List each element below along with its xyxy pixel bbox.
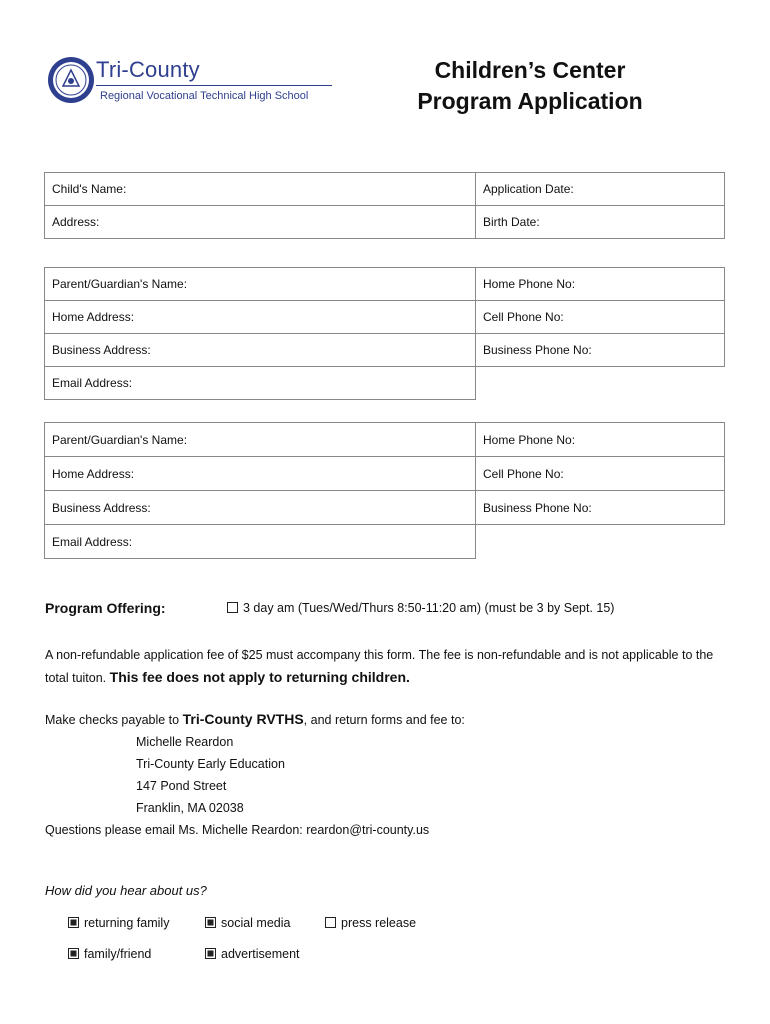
- guardian-2-business-phone-field[interactable]: Business Phone No:: [476, 491, 725, 525]
- address-line: Michelle Reardon: [136, 735, 234, 749]
- guardian-1-business-address-field[interactable]: Business Address:: [45, 334, 476, 367]
- option-label: advertisement: [221, 947, 300, 961]
- option-returning-family[interactable]: [68, 916, 169, 930]
- guardian-1-home-phone-field[interactable]: Home Phone No:: [476, 268, 725, 301]
- table-row: [45, 334, 725, 367]
- option-label: social media: [221, 916, 291, 930]
- option-family-friend[interactable]: [68, 947, 151, 961]
- child-info-table: [44, 172, 725, 239]
- program-option-label: 3 day am (Tues/Wed/Thurs 8:50-11:20 am) (must be 3 by Sept. 15): [243, 601, 615, 615]
- logo-divider: [96, 85, 332, 86]
- checkbox-checked-icon[interactable]: [205, 948, 216, 959]
- table-row: [45, 423, 725, 457]
- address-line: Tri-County Early Education: [136, 757, 285, 771]
- guardian-2-home-phone-field[interactable]: Home Phone No:: [476, 423, 725, 457]
- checkbox-icon[interactable]: [325, 917, 336, 928]
- school-logo: [46, 55, 336, 109]
- guardian-2-cell-phone-field[interactable]: Cell Phone No:: [476, 457, 725, 491]
- table-row: [45, 268, 725, 301]
- questions-email: Questions please email Ms. Michelle Reardon: reardon@tri-county.us: [45, 823, 430, 837]
- guardian-1-home-address-field[interactable]: Home Address:: [45, 301, 476, 334]
- checkbox-checked-icon[interactable]: [205, 917, 216, 928]
- title-line-2: Program Application: [417, 88, 643, 114]
- option-label: press release: [341, 916, 417, 930]
- child-address-field[interactable]: Address:: [45, 206, 476, 239]
- payee-name: Tri-County RVTHS: [182, 711, 304, 727]
- checkbox-checked-icon[interactable]: [68, 917, 79, 928]
- fee-bold-note: This fee does not apply to returning children.: [109, 669, 410, 685]
- guardian-2-name-field[interactable]: Parent/Guardian's Name:: [45, 423, 476, 457]
- application-date-field[interactable]: Application Date:: [476, 173, 725, 206]
- table-row: [45, 367, 725, 400]
- address-line: Franklin, MA 02038: [136, 801, 244, 815]
- option-label: returning family: [84, 916, 170, 930]
- program-offering-label: Program Offering:: [45, 600, 166, 616]
- table-row: [45, 206, 725, 239]
- empty-cell: [476, 367, 725, 400]
- guardian-1-cell-phone-field[interactable]: Cell Phone No:: [476, 301, 725, 334]
- guardian-1-table: [44, 267, 725, 400]
- table-row: [45, 301, 725, 334]
- survey-question: How did you hear about us?: [45, 883, 207, 898]
- childs-name-field[interactable]: Child's Name:: [45, 173, 476, 206]
- table-row: [45, 491, 725, 525]
- payment-suffix: , and return forms and fee to:: [303, 713, 465, 727]
- checkbox-checked-icon[interactable]: [68, 948, 79, 959]
- payment-prefix: Make checks payable to: [45, 713, 180, 727]
- table-row: [45, 457, 725, 491]
- table-row: [45, 173, 725, 206]
- school-seal-icon: [46, 55, 96, 105]
- title-line-1: Children’s Center: [434, 57, 626, 83]
- option-press-release[interactable]: [325, 916, 416, 930]
- guardian-2-home-address-field[interactable]: Home Address:: [45, 457, 476, 491]
- option-advertisement[interactable]: [205, 947, 300, 961]
- fee-paragraph: [45, 644, 735, 689]
- logo-name: Tri-County: [96, 57, 200, 82]
- address-line: 147 Pond Street: [136, 779, 227, 793]
- guardian-1-business-phone-field[interactable]: Business Phone No:: [476, 334, 725, 367]
- guardian-1-email-field[interactable]: Email Address:: [45, 367, 476, 400]
- logo-subtitle: Regional Vocational Technical High School: [100, 90, 309, 102]
- option-label: family/friend: [84, 947, 152, 961]
- payment-instructions: [45, 708, 735, 731]
- guardian-2-email-field[interactable]: Email Address:: [45, 525, 476, 559]
- empty-cell: [476, 525, 725, 559]
- page-title: [380, 55, 680, 117]
- table-row: [45, 525, 725, 559]
- program-offering: [45, 600, 615, 616]
- guardian-2-table: [44, 422, 725, 559]
- guardian-2-business-address-field[interactable]: Business Address:: [45, 491, 476, 525]
- option-social-media[interactable]: [205, 916, 290, 930]
- program-checkbox[interactable]: [227, 602, 238, 613]
- guardian-1-name-field[interactable]: Parent/Guardian's Name:: [45, 268, 476, 301]
- program-option[interactable]: [227, 601, 614, 615]
- fee-text: A non-refundable application fee of $25 must accompany this form. The fee is non-refundable and is not applicable to the total tuiton.: [45, 648, 714, 685]
- birth-date-field[interactable]: Birth Date:: [476, 206, 725, 239]
